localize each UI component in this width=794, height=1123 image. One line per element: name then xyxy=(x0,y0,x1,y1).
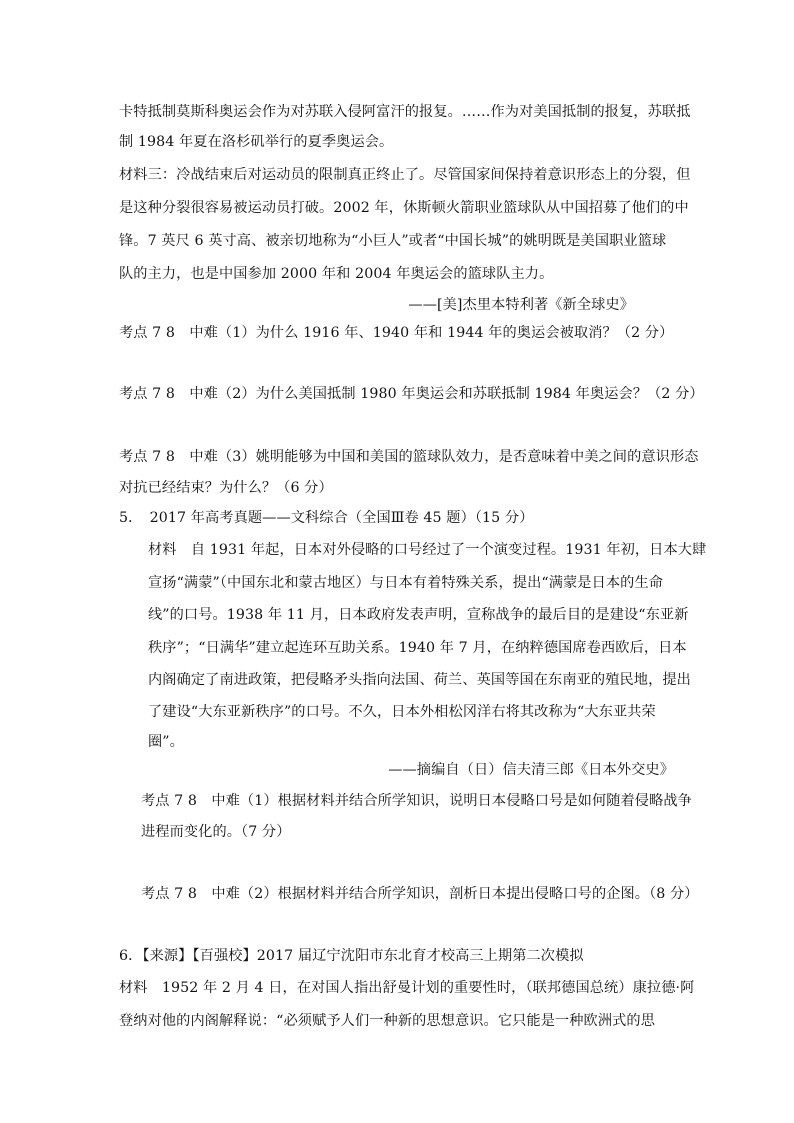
text-line: 材料 自 1931 年起，日本对外侵略的口号经过了一个演变过程。1931 年初，日本大肆 xyxy=(148,542,707,558)
text-line: 了建设“大东亚新秩序”的口号。不久，日本外相松冈洋右将其改称为“大东亚共荣 xyxy=(148,704,656,720)
question: 考点 7 8 中难（1）根据材料并结合所学知识，说明日本侵略口号是如何随着侵略战争 xyxy=(141,793,692,809)
text-line: 宣扬“满蒙”（中国东北和蒙古地区）与日本有着特殊关系，提出“满蒙是日本的生命 xyxy=(148,575,664,591)
question: 考点 7 8 中难（3）姚明能够为中国和美国的篮球队效力，是否意味着中美之间的意识形态 xyxy=(119,449,699,465)
question: 考点 7 8 中难（2）根据材料并结合所学知识，剖析日本提出侵略口号的企图。（8 分） xyxy=(141,886,699,902)
text-line: 队的主力，也是中国参加 2000 年和 2004 年奥运会的篮球队主力。 xyxy=(119,266,554,282)
text-line: 登纳对他的内阁解释说：“必须赋予人们一种新的思想意识。它只能是一种欧洲式的思 xyxy=(119,1013,655,1029)
text-line: 锋。7 英尺 6 英寸高、被亲切地称为“小巨人”或者“中国长城”的姚明既是美国职业篮球 xyxy=(119,233,667,249)
text-line: 制 1984 年夏在洛杉矶举行的夏季奥运会。 xyxy=(119,134,394,150)
section-heading: 5． 2017 年高考真题——文科综合（全国Ⅲ卷 45 题）（15 分） xyxy=(119,510,534,526)
text-line: 线”的口号。1938 年 11 月，日本政府发表声明，宣称战争的最后目的是建设“东亚新 xyxy=(148,607,689,623)
text-line: 圈”。 xyxy=(148,734,184,750)
text-line: 是这种分裂很容易被运动员打破。2002 年，休斯顿火箭职业篮球队从中国招募了他们的中 xyxy=(119,200,689,216)
section-heading: 6．【来源】【百强校】2017 届辽宁沈阳市东北育才校高三上期第二次模拟 xyxy=(119,948,584,964)
text-line: 材料 1952 年 2 月 4 日，在对国人指出舒曼计划的重要性时，（联邦德国总统）康拉德·阿 xyxy=(119,980,695,996)
citation: ——摘编自（日）信夫清三郎《日本外交史》 xyxy=(388,762,674,778)
question: 对抗已经结束？为什么？（6 分） xyxy=(119,480,333,496)
text-line: 秩序”；“日满华”建立起连环互助关系。1940 年 7 月，在纳粹德国席卷西欧后，日本 xyxy=(148,640,687,656)
citation: ——[美]杰里本特利著《新全球史》 xyxy=(408,297,634,313)
text-line: 内阁确定了南进政策，把侵略矛头指向法国、荷兰、英国等国在东南亚的殖民地，提出 xyxy=(148,672,691,688)
text-line: 材料三：冷战结束后对运动员的限制真正终止了。尽管国家间保持着意识形态上的分裂，但 xyxy=(119,167,691,183)
question: 考点 7 8 中难（2）为什么美国抵制 1980 年奥运会和苏联抵制 1984 年奥运会？（2 分） xyxy=(119,386,704,402)
question: 考点 7 8 中难（1）为什么 1916 年、1940 年和 1944 年的奥运会被取消？（2 分） xyxy=(119,325,674,341)
question: 进程而变化的。（7 分） xyxy=(141,824,291,840)
text-line: 卡特抵制莫斯科奥运会作为对苏联入侵阿富汗的报复。……作为对美国抵制的报复，苏联抵 xyxy=(119,104,691,120)
